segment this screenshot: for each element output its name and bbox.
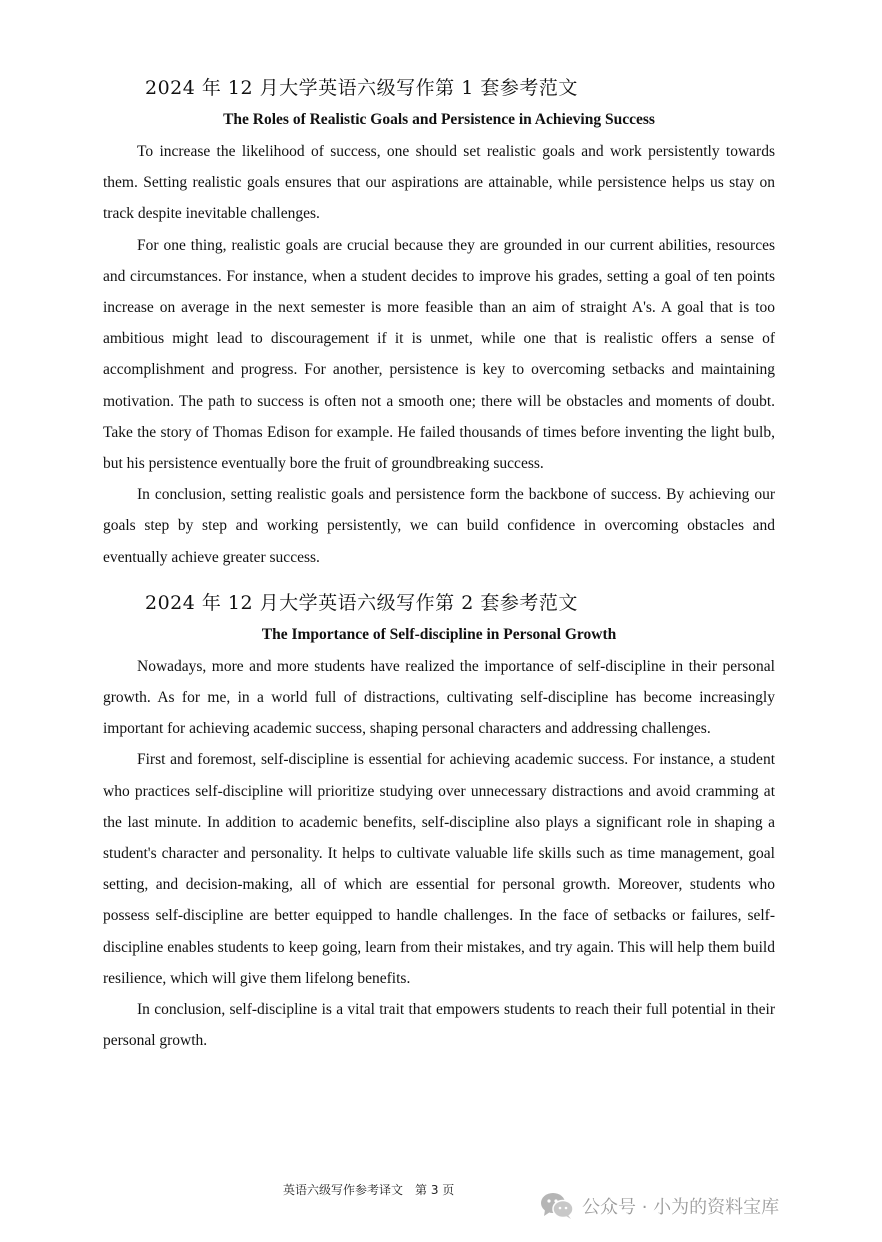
watermark <box>540 1192 779 1220</box>
essay-1-paragraph-1: To increase the likelihood of success, one should set realistic goals and work persistently towards them. Setting realistic goals ensures that our aspirations are attainable, while persistence helps us stay on track despite inevitable challenges. <box>103 143 775 223</box>
essay-1-paragraph-3: In conclusion, setting realistic goals and persistence form the backbone of success. By achieving our goals step by step and working persistently, we can build confidence in overcoming obstacles and eventually achieve greater success. <box>103 486 775 566</box>
essay-1 <box>103 72 775 573</box>
essay-2-title: The Importance of Self-discipline in Personal Growth <box>261 625 617 643</box>
essay-2 <box>103 587 775 1057</box>
watermark-text: 公众号 · 小为的资料宝库 <box>582 1197 780 1218</box>
essay-2-paragraph-2: First and foremost, self-discipline is essential for achieving academic success. For instance, a student who practices self-discipline will prioritize studying over unnecessary distractions and avoid cramming at the last minute. In addition to academic benefits, self-discipline also plays a significant role in shaping a student's character and personality. It helps to cultivate valuable life skills such as time management, goal setting, and decision-making, all of which are essential for personal growth. Moreover, students who possess self-discipline are better equipped to handle challenges. In the face of setbacks or failures, self-discipline enables students to keep going, learn from their mistakes, and try again. This will help them build resilience, which will give them lifelong benefits. <box>103 751 775 987</box>
document-page <box>103 72 775 1056</box>
page-footer: 英语六级写作参考译文 第 3 页 <box>283 1183 455 1197</box>
essay-1-title: The Roles of Realistic Goals and Persistence in Achieving Success <box>223 111 655 128</box>
essay-1-heading: 2024 年 12 月大学英语六级写作第 1 套参考范文 <box>145 77 578 99</box>
essay-2-paragraph-1: Nowadays, more and more students have realized the importance of self-discipline in their personal growth. As for me, in a world full of distractions, cultivating self-discipline has become increasingly important for achieving academic success, shaping personal characters and addressing challenges. <box>103 657 775 738</box>
wechat-icon <box>540 1192 574 1220</box>
essay-1-paragraph-2: For one thing, realistic goals are crucial because they are grounded in our current abilities, resources and circumstances. For instance, when a student decides to improve his grades, setting a goal of ten points increase on average in the next semester is more feasible than an aim of straight A's. A goal that is too ambitious might lead to discouragement if it is unmet, while one that is realistic offers a sense of accomplishment and progress. For another, persistence is key to overcoming setbacks and maintaining motivation. The path to success is often not a smooth one; there will be obstacles and moments of doubt. Take the story of Thomas Edison for example. He failed thousands of times before inventing the light bulb, but his persistence eventually bore the fruit of groundbreaking success. <box>103 236 775 473</box>
essay-2-paragraph-3: In conclusion, self-discipline is a vital trait that empowers students to reach their full potential in their personal growth. <box>103 1001 775 1050</box>
essay-2-heading: 2024 年 12 月大学英语六级写作第 2 套参考范文 <box>145 591 578 614</box>
